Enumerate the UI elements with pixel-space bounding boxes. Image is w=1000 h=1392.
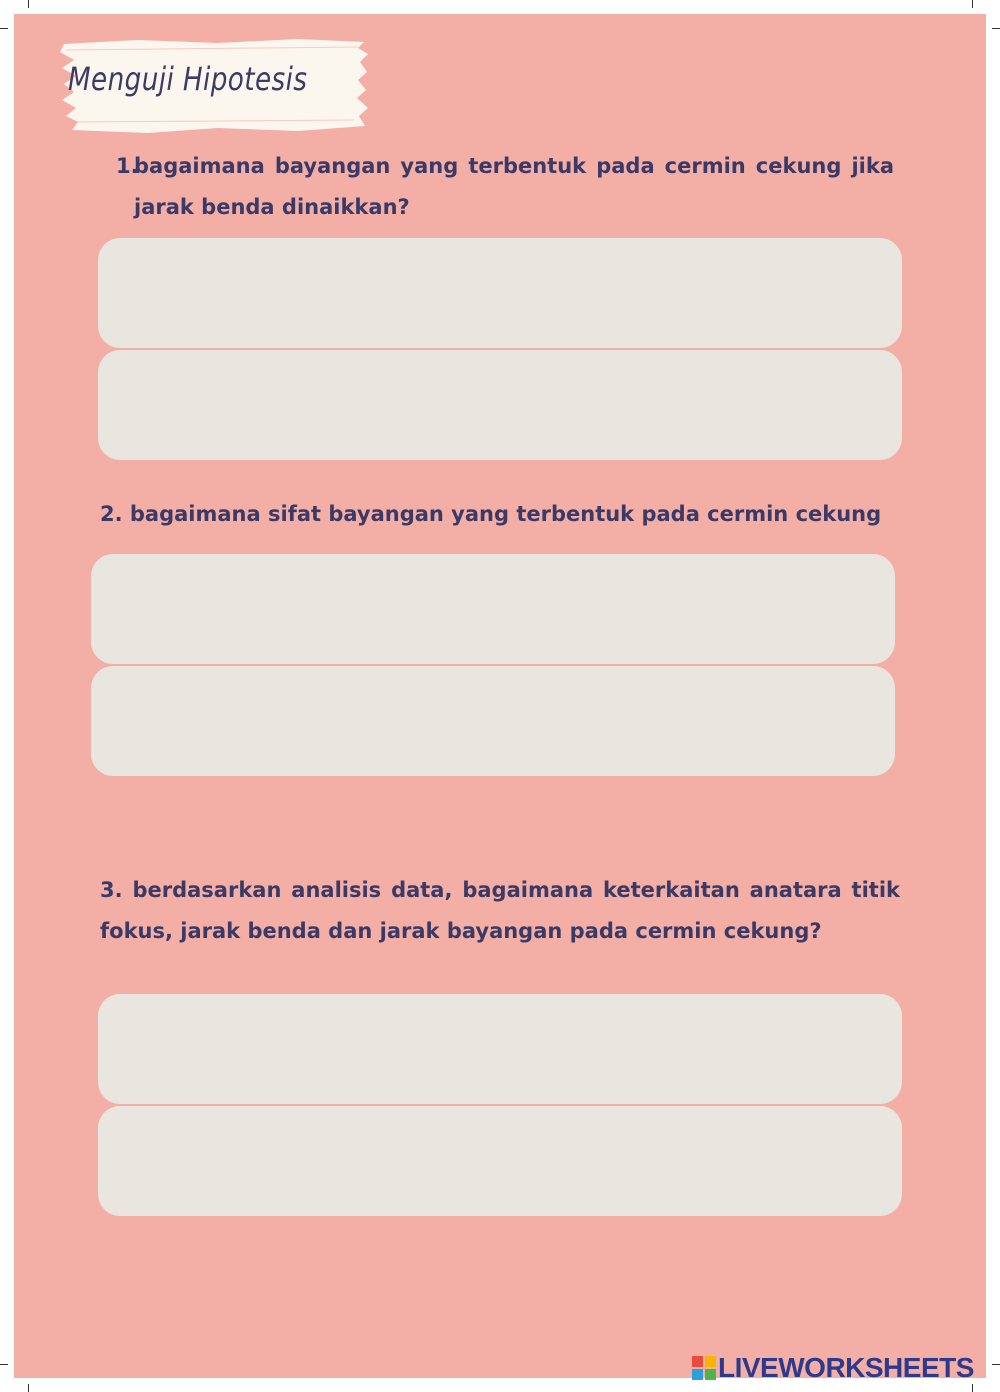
crop-mark bbox=[992, 28, 1000, 29]
answer-box-2b[interactable] bbox=[91, 666, 895, 776]
crop-mark bbox=[0, 28, 8, 29]
crop-mark bbox=[28, 1384, 29, 1392]
question-3-text: 3. berdasarkan analisis data, bagaimana keterkaitan anatara titik fokus, jarak benda dan jarak bayangan pada cermin cekung? bbox=[100, 878, 900, 943]
answer-box-1a[interactable] bbox=[98, 238, 902, 348]
crop-mark bbox=[992, 1364, 1000, 1365]
crop-mark bbox=[0, 1364, 8, 1365]
crop-mark bbox=[972, 1384, 973, 1392]
answer-box-2a[interactable] bbox=[91, 554, 895, 664]
liveworksheets-logo-text: LIVEWORKSHEETS bbox=[718, 1352, 974, 1383]
question-1-number: 1. bbox=[116, 154, 139, 178]
worksheet-page bbox=[14, 14, 986, 1383]
answer-box-3a[interactable] bbox=[98, 994, 902, 1104]
question-1 bbox=[116, 146, 894, 228]
answer-box-3b[interactable] bbox=[98, 1106, 902, 1216]
page-title: Menguji Hipotesis bbox=[68, 60, 308, 98]
question-1-text: bagaimana bayangan yang terbentuk pada cermin cekung jika jarak benda dinaikkan? bbox=[134, 154, 894, 219]
answer-box-1b[interactable] bbox=[98, 350, 902, 460]
question-2-text: 2. bagaimana sifat bayangan yang terbentuk pada cermin cekung bbox=[100, 502, 882, 526]
liveworksheets-logo bbox=[692, 1352, 974, 1383]
liveworksheets-logo-icon bbox=[692, 1356, 716, 1380]
crop-mark bbox=[28, 0, 29, 8]
crop-mark bbox=[972, 0, 973, 8]
